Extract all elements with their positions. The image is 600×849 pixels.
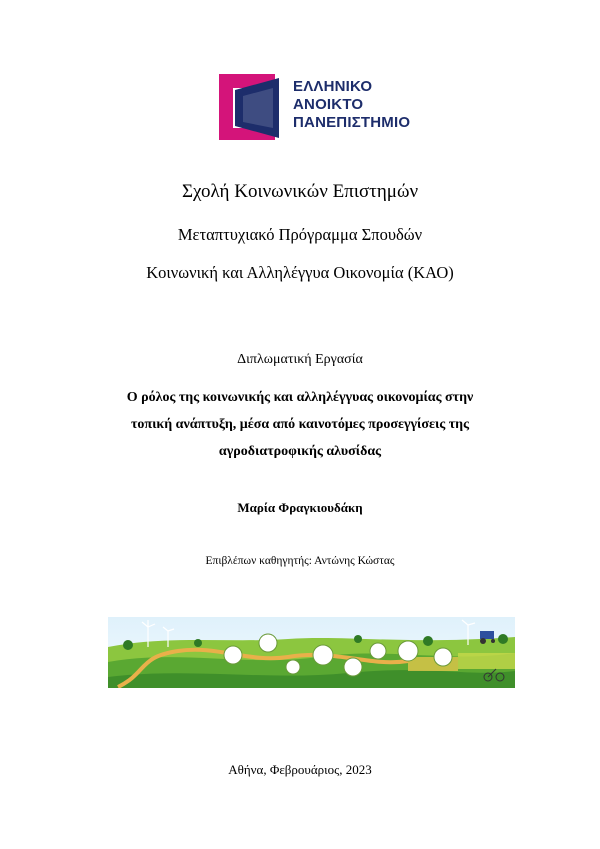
thesis-type: Διπλωματική Εργασία (237, 352, 363, 367)
thesis-title-line-2: τοπική ανάπτυξη, μέσα από καινοτόμες προσεγγίσεις της (130, 417, 470, 432)
thesis-title-line-3: αγροδιατροφικής αλυσίδας (218, 444, 382, 459)
logo-line-3: ΠΑΝΕΠΙΣΤΗΜΙΟ (293, 114, 411, 131)
place-date: Αθήνα, Φεβρουάριος, 2023 (228, 762, 372, 777)
supervisor: Επιβλέπων καθηγητής: Αντώνης Κώστας (205, 555, 395, 567)
logo-line-1: ΕΛΛΗΝΙΚΟ (293, 78, 373, 95)
thesis-title (0, 384, 600, 465)
university-logo (215, 70, 415, 142)
school-name: Σχολή Κοινωνικών Επιστημών (181, 181, 419, 202)
thesis-title-line-1: Ο ρόλος της κοινωνικής και αλληλέγγυας οικονομίας στην (126, 390, 474, 405)
author-name: Μαρία Φραγκιουδάκη (237, 500, 363, 515)
logo-line-2: ΑΝΟΙΚΤΟ (293, 96, 364, 113)
logo-text (293, 78, 410, 132)
program-label: Μεταπτυχιακό Πρόγραμμα Σπουδών (177, 225, 423, 244)
program-name: Κοινωνική και Αλληλέγγυα Οικονομία (ΚΑΟ) (146, 263, 454, 282)
logo-emblem-icon (215, 70, 291, 142)
agrifood-banner-image (108, 617, 515, 688)
